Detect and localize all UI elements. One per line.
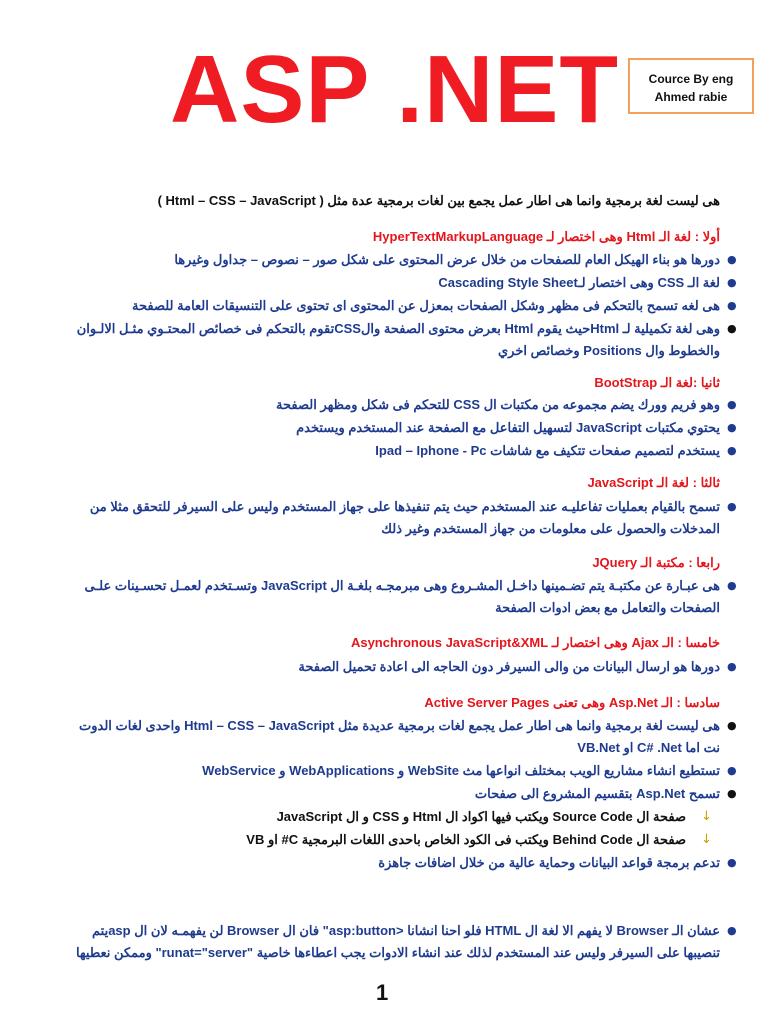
credit-line-2: Ahmed rabie: [654, 90, 728, 104]
section1-item: دورها هو بناء الهيكل العام للصفحات من خلال عرض المحتوى على شكل صور – نصوص – جداول وغيرها: [174, 252, 720, 267]
course-credit-box: [628, 58, 754, 114]
section1-item: وهى لغة تكميلية لـ Htmlحيث يقوم Html بعرض محتوى الصفحة والCSSتقوم بالتحكم فى خصائص المحتـوي مثـل الالـوان: [76, 321, 720, 336]
section1-item-continued: والخطوط وال Positions وخصائص اخري: [497, 343, 720, 358]
section5-item: دورها هو ارسال البيانات من والى السيرفر دون الحاجه الى اعادة تحميل الصفحة: [298, 659, 720, 674]
section1-heading: أولا : لغة الـ Html وهى اختصار لـ HyperTextMarkupLanguage: [372, 229, 720, 244]
intro-text: هى ليست لغة برمجية وانما هى اطار عمل يجمع بين لغات برمجية عدة مثل ( Html – CSS – JavaScript ): [157, 193, 720, 208]
page-title: ASP .NET: [170, 36, 619, 143]
footer-note-line: تنصيبها على السيرفر وليس عند المستخدم لذلك عند انشاء الادوات يجب اعطاءها خاصية "runat="server" وممكن نعطيها: [75, 945, 720, 960]
section1-item: هى لغه تسمح بالتحكم فى مظهر وشكل الصفحات بمعزل عن المحتوى اى تحتوى على التنسيقات العامة للصفحة: [132, 298, 720, 313]
section2-heading: ثانيا :لغة الـ BootStrap: [594, 375, 720, 390]
section6-subitem: صفحة ال Source Code ويكتب فيها اكواد ال Html و CSS و ال JavaScript: [276, 809, 686, 824]
bullet-icon: ●: [727, 856, 737, 869]
section6-heading: سادسا : الـ Asp.Net وهى تعنى Active Server Pages: [424, 695, 720, 710]
section2-item: يحتوي مكتبات JavaScript لتسهيل التفاعل مع الصفحة عند المستخدم ويستخدم: [296, 420, 720, 435]
section6-item: تستطيع انشاء مشاريع الويب بمختلف انواعها مث WebSite و WebApplications و WebService: [202, 763, 720, 778]
section5-heading: خامسا : الـ Ajax وهى اختصار لـ Asynchronous JavaScript&XML: [350, 635, 720, 650]
bullet-icon: ●: [727, 444, 737, 457]
bullet-icon: ●: [727, 253, 737, 266]
section2-item: يستخدم لتصميم صفحات تتكيف مع شاشات Ipad – Iphone - Pc: [375, 443, 720, 458]
bullet-icon: ●: [727, 421, 737, 434]
arrow-bullet-icon: ↓: [701, 809, 712, 824]
bullet-icon: ●: [727, 719, 737, 732]
footer-note-line: عشان الـ Browser لا يفهم الا لغة ال HTML فلو احنا انشانا <asp:button" فان ال Browser لن يفهمـه لان ال aspيتم: [92, 923, 720, 938]
bullet-icon: ●: [727, 764, 737, 777]
bullet-icon: ●: [727, 924, 737, 937]
section4-item-continued: الصفحات والتعامل مع بعض ادوات الصفحة: [495, 600, 720, 615]
page-number: 1: [376, 980, 389, 1005]
bullet-icon: ●: [727, 579, 737, 592]
bullet-icon: ●: [727, 322, 737, 335]
section4-heading: رابعا : مكتبة الـ JQuery: [592, 555, 720, 570]
bullet-icon: ●: [727, 787, 737, 800]
section6-item: هى ليست لغة برمجية وانما هى اطار عمل يجمع لغات برمجية عديدة مثل Html – CSS – JavaScript واحدى لغات الدوت: [78, 718, 720, 733]
section3-item-continued: المدخلات والحصول على معلومات من جهاز المستخدم وغير ذلك: [381, 521, 720, 536]
credit-line-1: Cource By eng: [648, 72, 734, 86]
section4-item: هى عبـارة عن مكتبـة يتم تضـمينها داخـل المشـروع وهى مبرمجـه بلغـة ال JavaScript وتسـتخدم لعمـل تحسـينات علـى: [84, 578, 720, 593]
bullet-icon: ●: [727, 500, 737, 513]
bullet-icon: ●: [727, 398, 737, 411]
section6-subitem: صفحة ال Behind Code ويكتب فى الكود الخاص باحدى اللغات البرمجية C# او VB: [246, 832, 686, 847]
bullet-icon: ●: [727, 660, 737, 673]
bullet-icon: ●: [727, 276, 737, 289]
section6-item: تسمح Asp.Net بتقسيم المشروع الى صفحات: [474, 786, 720, 801]
section3-item: تسمح بالقيام بعمليات تفاعليـه عند المستخدم حيث يتم تنفيذها على جهاز المستخدم وليس على السيرفر للتحقق مثلا من: [89, 499, 720, 514]
section1-item: لغة الـ CSS وهى اختصار لـCascading Style Sheet: [438, 275, 720, 290]
section6-item-continued: نت اما C# .Net او VB.Net: [577, 740, 720, 755]
bullet-icon: ●: [727, 299, 737, 312]
section2-item: وهو فريم وورك يضم مجموعه من مكتبات ال CSS للتحكم فى شكل ومظهر الصفحة: [276, 397, 720, 412]
section3-heading: ثالثا : لغة الـ JavaScript: [587, 475, 720, 490]
arrow-bullet-icon: ↓: [701, 832, 712, 847]
section6-item: تدعم برمجة قواعد البيانات وحماية عالية من خلال اضافات جاهزة: [378, 855, 720, 870]
